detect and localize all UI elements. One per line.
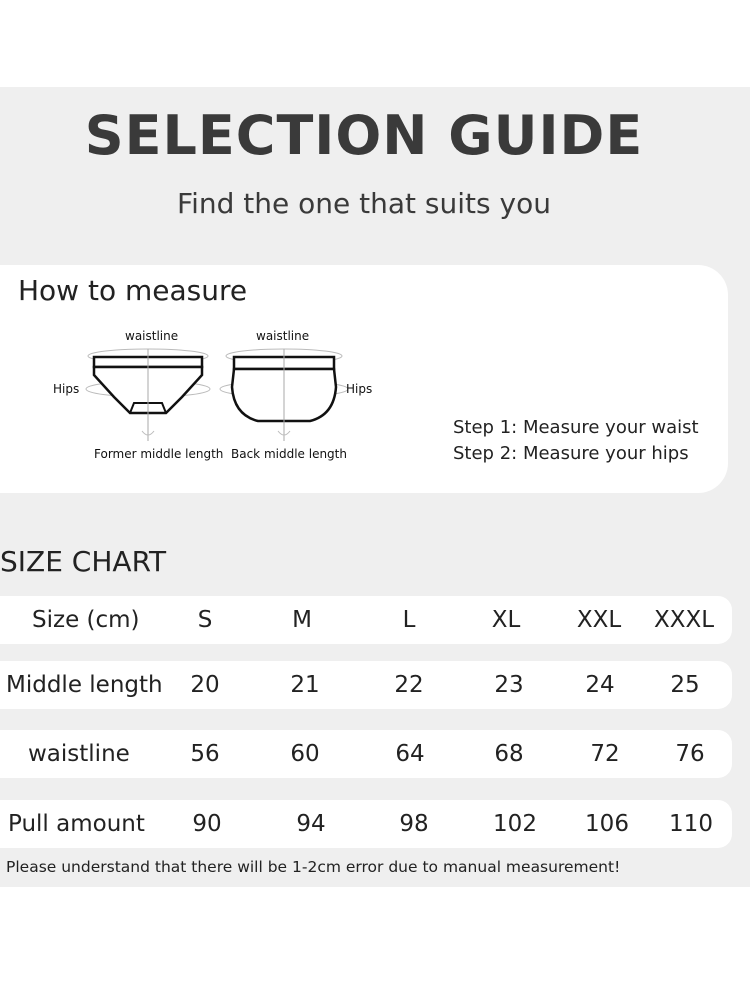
table-cell: 21 (290, 672, 320, 698)
measurement-error-note: Please understand that there will be 1-2cm error due to manual measurement! (6, 858, 621, 876)
table-cell: 110 (669, 811, 713, 837)
size-header-label: Size (cm) (32, 607, 140, 633)
back-middle-length-caption: Back middle length (231, 447, 347, 461)
table-cell: 22 (394, 672, 424, 698)
size-header-row (0, 596, 732, 644)
size-xxl: XXL (576, 607, 622, 633)
table-cell: 23 (494, 672, 524, 698)
table-cell: 56 (190, 741, 220, 767)
size-l: L (402, 607, 416, 633)
step-2-text: Step 2: Measure your hips (453, 443, 689, 464)
table-cell: 102 (493, 811, 537, 837)
back-hips-label: Hips (346, 382, 373, 396)
row-label-waistline: waistline (28, 741, 130, 767)
size-xxxl: XXXL (653, 607, 715, 633)
how-to-measure-heading: How to measure (18, 274, 248, 307)
table-cell: 68 (494, 741, 524, 767)
table-row (0, 730, 732, 778)
table-cell: 60 (290, 741, 320, 767)
page-title: SELECTION GUIDE (84, 104, 644, 167)
front-middle-length-caption: Former middle length (94, 447, 224, 461)
table-cell: 106 (585, 811, 629, 837)
table-cell: 76 (675, 741, 705, 767)
table-row (0, 800, 732, 848)
row-label-pull-amount: Pull amount (8, 811, 145, 837)
table-cell: 24 (585, 672, 615, 698)
table-cell: 94 (296, 811, 326, 837)
step-1-text: Step 1: Measure your waist (453, 417, 699, 438)
size-m: M (292, 607, 312, 633)
front-hips-label: Hips (53, 382, 80, 396)
row-label-middle-length: Middle length (6, 672, 163, 698)
table-cell: 64 (395, 741, 425, 767)
page-subtitle: Find the one that suits you (177, 187, 551, 220)
table-cell: 20 (190, 672, 220, 698)
size-s: S (197, 607, 213, 633)
table-row (0, 661, 732, 709)
table-cell: 72 (590, 741, 620, 767)
table-cell: 25 (670, 672, 700, 698)
size-chart-title: SIZE CHART (0, 545, 167, 578)
front-waistline-label: waistline (125, 329, 179, 343)
back-waistline-label: waistline (256, 329, 310, 343)
back-briefs-illustration (218, 345, 354, 445)
how-to-measure-card (0, 265, 728, 493)
table-cell: 90 (192, 811, 222, 837)
front-briefs-illustration (80, 345, 216, 445)
table-cell: 98 (399, 811, 429, 837)
size-xl: XL (491, 607, 521, 633)
